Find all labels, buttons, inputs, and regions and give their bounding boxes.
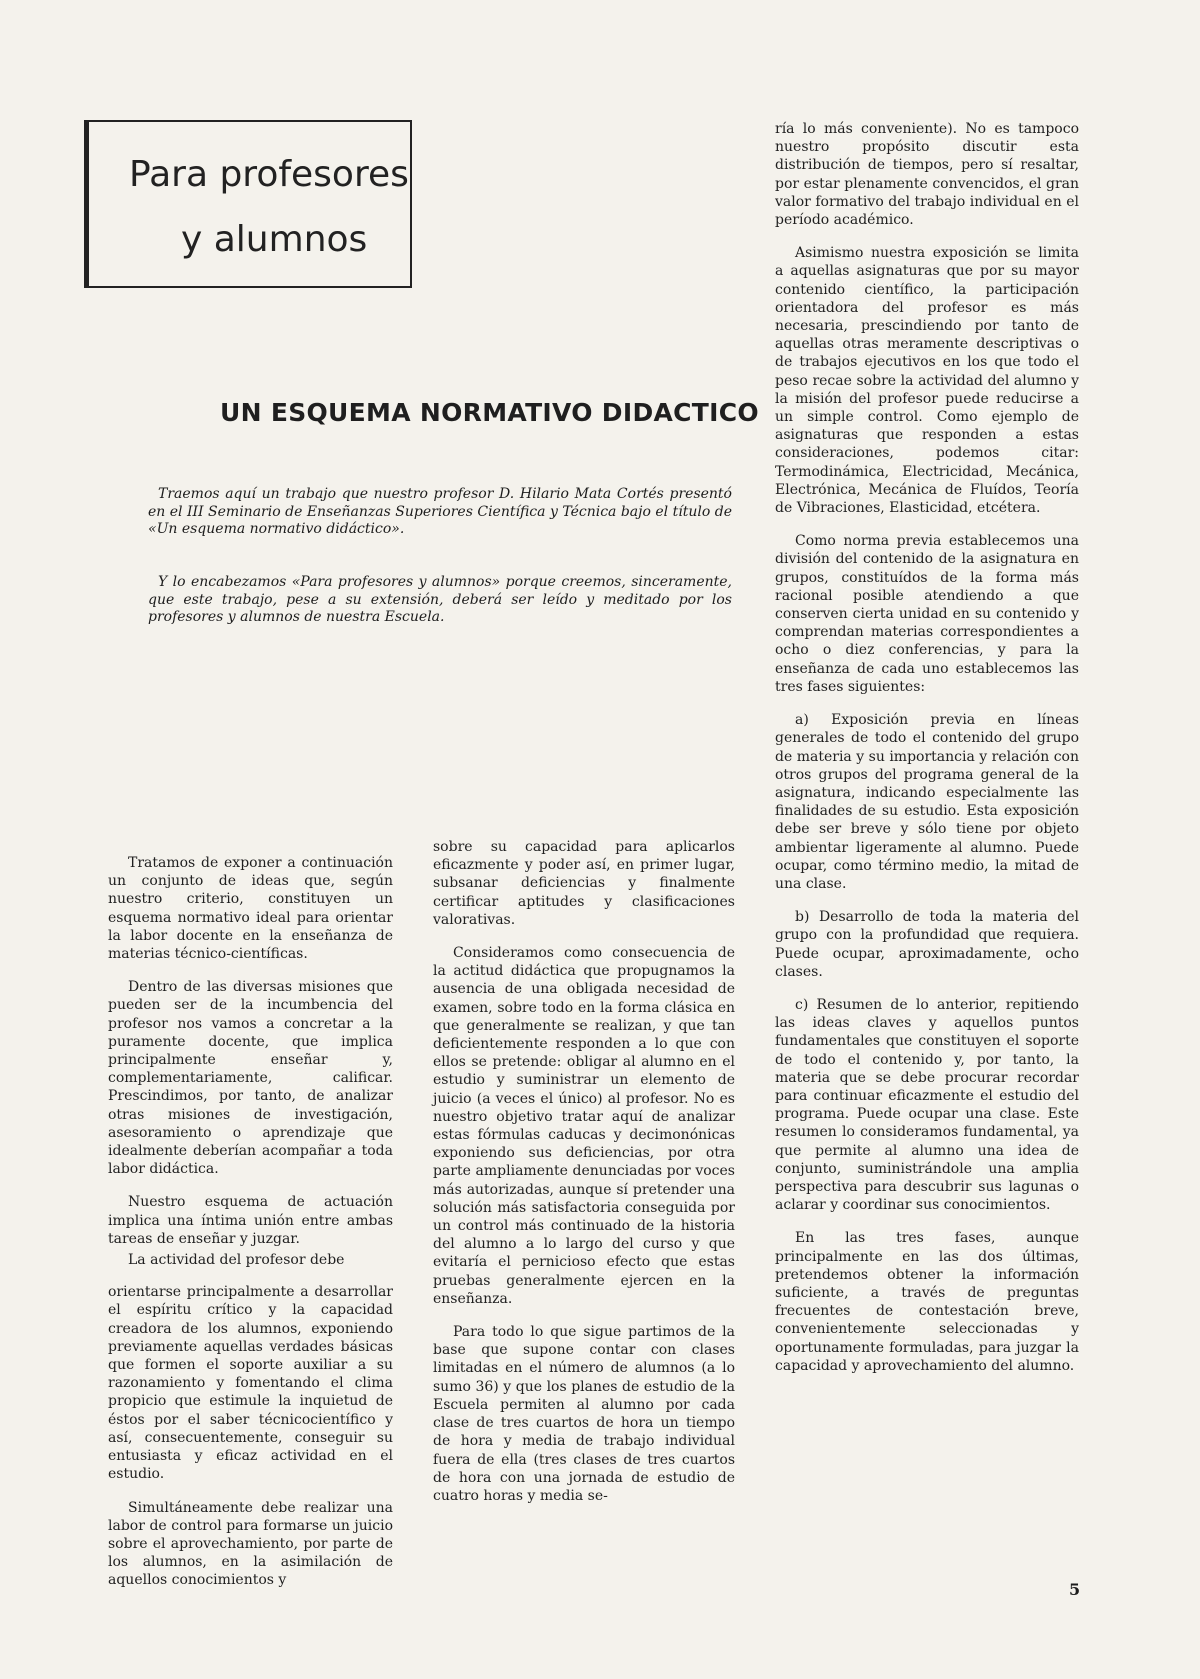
col1-paragraph-1: Tratamos de exponer a continuación un conjunto de ideas que, según nuestro criterio, constituyen un esquema normativo ideal para orientar la labor docente en la enseñanza de materias técnico-científicas.: [108, 855, 393, 963]
col1-paragraph-4: La actividad del profesor debe: [128, 1252, 345, 1269]
col3-paragraph-1: ría lo más conveniente). No es tampoco nuestro propósito discutir esta distribución de tiempos, pero sí resaltar, por estar plenamente convencidos, el gran valor formativo del trabajo individual en el período académico.: [775, 121, 1079, 229]
col1-paragraph-6: Simultáneamente debe realizar una labor de control para formarse un juicio sobre el aprovechamiento, por parte de los alumnos, en la asimilación de aquellos conocimientos y: [108, 1499, 393, 1589]
col3-paragraph-3: Como norma previa establecemos una división del contenido de la asignatura en grupos, constituídos de la forma más racional posible atendiendo a que conserven cierta unidad en su contenido y comprendan materias correspondientes a ocho o diez conferencias, y para la enseñanza de cada uno establecemos las tres fases siguientes:: [775, 533, 1079, 695]
body-column-1: [108, 854, 393, 1605]
col2-paragraph-2: Consideramos como consecuencia de la actitud didáctica que propugnamos la ausencia de una obligada necesidad de examen, sobre todo en la forma clásica en que generalmente se realizan, y que tan deficientemente responden a lo que con ellos se pretende: obligar al alumno en el estudio y suministrar un elemento de juicio (a veces el único) al profesor. No es nuestro objetivo tratar aquí de analizar estas fórmulas caducas y decimonónicas exponiendo sus deficiencias, por otra parte ampliamente denunciadas por voces más autorizadas, aunque sí pretender una solución más satisfactoria conseguida por un control más continuado de la historia del alumno a lo largo del curso y que evitaría el pernicioso efecto que estas pruebas generalmente ejercen en la enseñanza.: [433, 945, 735, 1307]
intro-paragraph-2: Y lo encabezamos «Para profesores y alumnos» porque creemos, sinceramente, que este trabajo, pese a su extensión, deberá ser leído y meditado por los profesores y alumnos de nuestra Escuela.: [148, 574, 732, 625]
body-column-2: [433, 838, 735, 1520]
col3-paragraph-last: En las tres fases, aunque principalmente en las dos últimas, pretendemos obtener la información suficiente, a través de preguntas frecuentes de contestación breve, convenientemente seleccionadas y oportunamente formuladas, para juzgar la capacidad y aprovechamiento del alumno.: [775, 1230, 1079, 1374]
section-title-box: [84, 120, 412, 288]
col3-item-a: a) Exposición previa en líneas generales de todo el contenido del grupo de materia y su importancia y relación con otros grupos del programa general de la asignatura, indicando especialmente las finalidades de su estudio. Esta exposición debe ser breve y sólo tiene por objeto ambientar ligeramente al alumno. Puede ocupar, como término medio, la mitad de una clase.: [775, 712, 1079, 892]
col3-item-c: c) Resumen de lo anterior, repitiendo las ideas claves y aquellos puntos fundamentales que constituyen el soporte de todo el contenido y, por tanto, la materia que se debe procurar recordar para continuar eficazmente el estudio del programa. Puede ocupar una clase. Este resumen lo consideramos fundamental, ya que permite al alumno una idea de conjunto, suministrándole una amplia perspectiva para descubrir sus lagunas o aclarar y coordinar sus conocimientos.: [775, 996, 1079, 1214]
article-headline: UN ESQUEMA NORMATIVO DIDACTICO: [220, 398, 759, 427]
section-title-line-1: Para profesores: [129, 154, 409, 195]
col1-paragraph-5: orientarse principalmente a desarrollar el espíritu crítico y la capacidad creadora de los alumnos, exponiendo previamente aquellas verdades básicas que formen el soporte auxiliar a su razonamiento y fomentando el clima propicio que estimule la inquietud de éstos por el saber técnicocientífico y así, consecuentemente, conseguir su entusiasta y eficaz actividad en el estudio.: [108, 1284, 393, 1483]
page-number: 5: [1069, 1580, 1081, 1599]
col3-item-b: b) Desarrollo de toda la materia del grupo con la profundidad que requiera. Puede ocupar, aproximadamente, ocho clases.: [775, 909, 1079, 980]
intro-block-2: [148, 574, 732, 627]
col2-paragraph-1: sobre su capacidad para aplicarlos eficazmente y poder así, en primer lugar, subsanar deficiencias y finalmente certificar aptitudes y clasificaciones valorativas.: [433, 839, 735, 928]
intro-paragraph-1: Traemos aquí un trabajo que nuestro profesor D. Hilario Mata Cortés presentó en el III Seminario de Enseñanzas Superiores Científica y Técnica bajo el título de «Un esquema normativo didáctico».: [148, 486, 732, 537]
section-title-line-2: y alumnos: [181, 219, 368, 260]
col3-paragraph-2: Asimismo nuestra exposición se limita a aquellas asignaturas que por su mayor contenido científico, la participación orientadora del profesor es más necesaria, prescindiendo por tanto de aquellas otras meramente descriptivas o de trabajos ejecutivos en los que todo el peso recae sobre la actividad del alumno y la misión del profesor puede reducirse a un simple control. Como ejemplo de asignaturas que responden a estas consideraciones, podemos citar: Termodinámica, Electricidad, Mecánica, Electrónica, Mecánica de Fluídos, Teoría de Vibraciones, Elasticidad, etcétera.: [775, 245, 1079, 517]
body-column-3: [775, 120, 1079, 1390]
col1-paragraph-3: Nuestro esquema de actuación implica una íntima unión entre ambas tareas de enseñar y juzgar.: [108, 1194, 393, 1247]
col2-paragraph-3: Para todo lo que sigue partimos de la base que supone contar con clases limitadas en el número de alumnos (a lo sumo 36) y que los planes de estudio de la Escuela permiten al alumno por cada clase de tres cuartos de hora un tiempo de hora y media de trabajo individual fuera de ella (tres clases de tres cuartos de hora con una jornada de estudio de cuatro horas y media se-: [433, 1324, 735, 1504]
intro-block: [148, 486, 732, 539]
col1-paragraph-2: Dentro de las diversas misiones que pueden ser de la incumbencia del profesor nos vamos a concretar a la puramente docente, que implica principalmente enseñar y, complementariamente, calificar. Prescindimos, por tanto, de analizar otras misiones de investigación, asesoramiento o aprendizaje que idealmente deberían acompañar a toda labor didáctica.: [108, 979, 393, 1178]
